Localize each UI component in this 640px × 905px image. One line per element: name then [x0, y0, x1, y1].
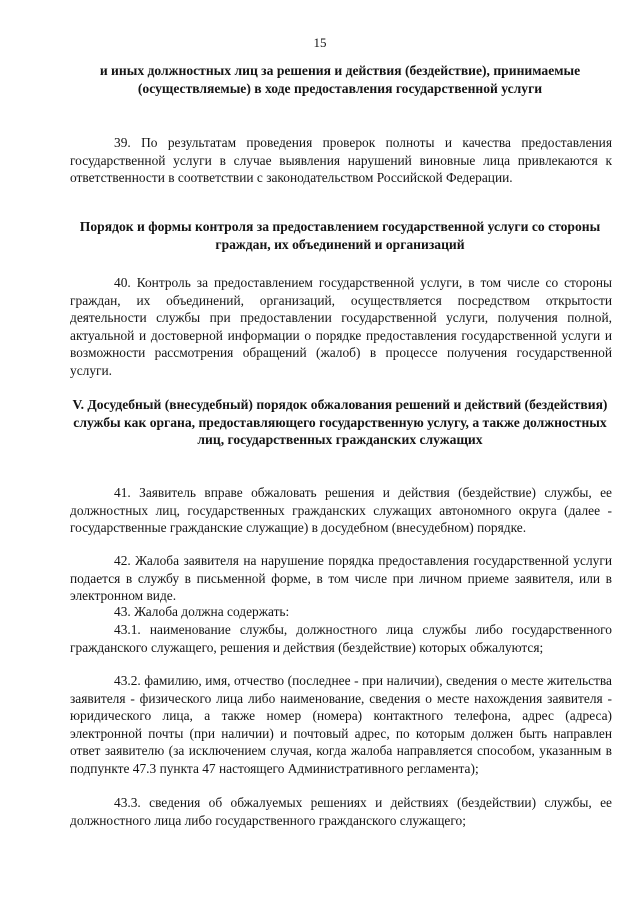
heading-control-forms: Порядок и формы контроля за предоставлением государственной услуги со стороны граждан, их объединений и организаций	[79, 219, 601, 252]
paragraph-43-2: 43.2. фамилию, имя, отчество (последнее - при наличии), сведения о месте жительства заявителя - физического лица либо наименование, сведения о месте нахождения заявителя - юридического лица, а также номер (номера) контактного телефона, адрес (адреса) электронной почты (при наличии) и почтовый адрес, по которым должен быть направлен ответ заявителю (за исключением случая, когда жалоба направляется способом, указанным в подпункте 47.3 пункта 47 настоящего Административного регламента);	[70, 673, 612, 776]
paragraph-43-3: 43.3. сведения об обжалуемых решениях и действиях (бездействии) службы, ее должностного лица либо государственного гражданского служащего;	[70, 795, 612, 828]
paragraph-42: 42. Жалоба заявителя на нарушение порядка предоставления государственной услуги подается в службу в письменной форме, в том числе при личном приеме заявителя, или в электронном виде.	[70, 553, 612, 604]
paragraph-43: 43. Жалоба должна содержать:	[114, 604, 290, 619]
heading-section-5: V. Досудебный (внесудебный) порядок обжалования решений и действий (бездействия) службы как органа, предоставляющего государственную услугу, а также должностных лиц, государственных гражданских служащих	[72, 397, 608, 448]
heading-responsibility: и иных должностных лиц за решения и действия (бездействие), принимаемые (осуществляемые) в ходе предоставления государственной услуги	[99, 63, 581, 96]
paragraph-39: 39. По результатам проведения проверок полноты и качества предоставления государственной услуги в случае выявления нарушений виновные лица привлекаются к ответственности в соответствии с законодательством Российской Федерации.	[70, 135, 612, 186]
paragraph-43-1: 43.1. наименование службы, должностного лица службы либо государственного гражданского служащего, решения и действия (бездействие) которых обжалуются;	[70, 622, 612, 655]
paragraph-41: 41. Заявитель вправе обжаловать решения и действия (бездействие) службы, ее должностных лиц, государственных гражданских служащих автономного округа (далее - государственные гражданские служащие) в досудебном (внесудебном) порядке.	[70, 485, 612, 536]
page-number: 15	[313, 35, 327, 50]
paragraph-40: 40. Контроль за предоставлением государственной услуги, в том числе со стороны граждан, их объединений, организаций, осуществляется посредством открытости деятельности службы при предоставлении государственной услуги, получения полной, актуальной и достоверной информации о порядке предоставления государственной услуги и возможности рассмотрения обращений (жалоб) в процессе получения государственной услуги.	[70, 275, 612, 378]
